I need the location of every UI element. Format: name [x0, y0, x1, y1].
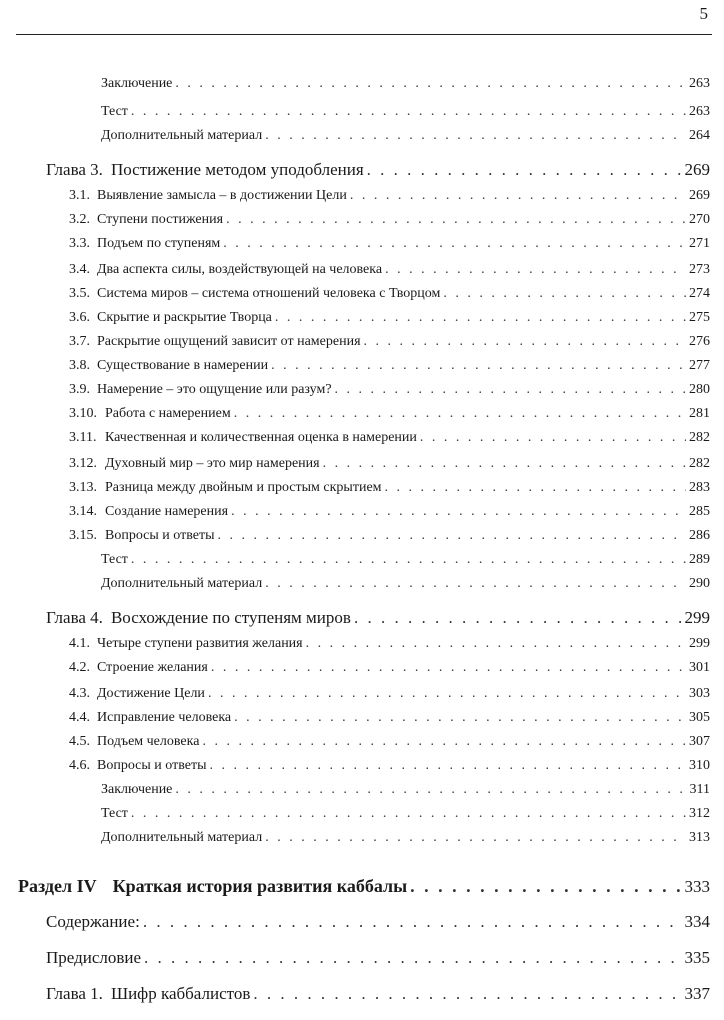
section-page: 276	[689, 334, 710, 349]
section-page: 271	[689, 236, 710, 251]
section-title: Вопросы и ответы	[97, 758, 207, 773]
dot-leader	[385, 262, 686, 278]
dot-leader	[443, 286, 686, 302]
dot-leader	[275, 310, 686, 326]
dot-leader	[306, 636, 686, 652]
dot-leader	[253, 984, 681, 1004]
toc-entry[interactable]	[101, 552, 710, 568]
dot-leader	[131, 806, 686, 822]
section-page: 305	[689, 710, 710, 725]
section-title: Ступени постижения	[97, 212, 224, 227]
toc-section[interactable]	[69, 528, 710, 544]
toc-section[interactable]	[69, 310, 710, 326]
toc-entry-title: Дополнительный материал	[101, 128, 263, 143]
toc-section[interactable]	[69, 504, 710, 520]
section-title: Создание намерения	[105, 504, 229, 519]
section-number: 3.9.	[69, 382, 90, 397]
dot-leader	[234, 710, 686, 726]
toc-entry-title: Дополнительный материал	[101, 830, 263, 845]
toc-entry-title: Тест	[101, 552, 128, 567]
section-title: Выявление замысла – в достижении Цели	[97, 188, 347, 203]
toc-chapter-4[interactable]	[46, 608, 710, 628]
section-page: 285	[689, 504, 710, 519]
chapter-title: Постижение методом уподобления	[110, 160, 364, 179]
dot-leader	[175, 76, 686, 92]
toc-section[interactable]	[69, 382, 710, 398]
section-title: Два аспекта силы, воздействующей на человека	[97, 262, 383, 277]
section-page: 299	[689, 636, 710, 651]
section-number: 3.8.	[69, 358, 90, 373]
contents-page: 334	[684, 912, 710, 931]
section-title: Четыре ступени развития желания	[97, 636, 303, 651]
section-number: 4.1.	[69, 636, 90, 651]
toc-section[interactable]	[69, 456, 710, 472]
section-number: 4.3.	[69, 686, 90, 701]
section-title: Существование в намерении	[97, 358, 269, 373]
section-title: Раскрытие ощущений зависит от намерения	[97, 334, 361, 349]
chapter-label: Глава 1.	[46, 984, 103, 1003]
section-number: 3.10.	[69, 406, 97, 421]
toc-part4-chapter-1[interactable]	[46, 984, 710, 1004]
section-title: Подъем человека	[97, 734, 200, 749]
part-page: 333	[684, 877, 710, 896]
dot-leader	[265, 128, 686, 144]
section-number: 3.12.	[69, 456, 97, 471]
dot-leader	[218, 528, 687, 544]
section-title: Исправление человека	[97, 710, 232, 725]
section-page: 307	[689, 734, 710, 749]
preface-page: 335	[684, 948, 710, 967]
dot-leader	[208, 686, 686, 702]
section-page: 280	[689, 382, 710, 397]
dot-leader	[271, 358, 686, 374]
toc-section[interactable]	[69, 686, 710, 702]
section-number: 3.13.	[69, 480, 97, 495]
section-title: Скрытие и раскрытие Творца	[97, 310, 272, 325]
page-number: 5	[699, 4, 708, 23]
section-title: Разница между двойным и простым скрытием	[105, 480, 382, 495]
toc-contents[interactable]	[46, 912, 710, 932]
section-title: Подъем по ступеням	[97, 236, 221, 251]
section-page: 274	[689, 286, 710, 301]
section-page: 269	[689, 188, 710, 203]
toc-section[interactable]	[69, 406, 710, 422]
toc-section[interactable]	[69, 188, 710, 204]
toc-section[interactable]	[69, 430, 710, 446]
section-number: 3.1.	[69, 188, 90, 203]
section-number: 4.6.	[69, 758, 90, 773]
toc-entry[interactable]	[101, 576, 710, 592]
dot-leader	[364, 334, 686, 350]
chapter-page: 269	[684, 160, 710, 179]
section-number: 4.2.	[69, 660, 90, 675]
toc-entry-title: Дополнительный материал	[101, 576, 263, 591]
part-label: Раздел IV	[18, 876, 97, 896]
dot-leader	[354, 608, 682, 628]
dot-leader	[335, 382, 686, 398]
section-page: 286	[689, 528, 710, 543]
dot-leader	[231, 504, 686, 520]
toc-entry[interactable]	[101, 830, 710, 846]
section-page: 303	[689, 686, 710, 701]
toc-section[interactable]	[69, 710, 710, 726]
section-title: Качественная и количественная оценка в намерении	[105, 430, 417, 445]
dot-leader	[234, 406, 686, 422]
toc-entry-page: 264	[689, 128, 710, 143]
toc-entry-title: Тест	[101, 104, 128, 119]
toc-section[interactable]	[69, 262, 710, 278]
toc-section[interactable]	[69, 286, 710, 302]
section-title: Система миров – система отношений человека с Творцом	[97, 286, 441, 301]
toc-entry-page: 313	[689, 830, 710, 845]
preface-title: Предисловие	[46, 948, 142, 967]
toc-entry[interactable]	[101, 128, 710, 144]
toc-entry-title: Заключение	[101, 76, 173, 91]
section-number: 3.2.	[69, 212, 90, 227]
dot-leader	[420, 430, 686, 446]
toc-section[interactable]	[69, 636, 710, 652]
dot-leader	[323, 456, 686, 472]
section-number: 3.7.	[69, 334, 90, 349]
section-page: 281	[689, 406, 710, 421]
chapter-label: Глава 3.	[46, 160, 103, 179]
dot-leader	[175, 782, 686, 798]
chapter-title: Шифр каббалистов	[110, 984, 251, 1003]
dot-leader	[265, 576, 686, 592]
contents-title: Содержание:	[46, 912, 140, 931]
section-page: 301	[689, 660, 710, 675]
section-number: 3.14.	[69, 504, 97, 519]
section-number: 3.5.	[69, 286, 90, 301]
toc-entry-page: 311	[689, 782, 710, 797]
toc-section[interactable]	[69, 334, 710, 350]
dot-leader	[350, 188, 686, 204]
toc-entry[interactable]	[101, 806, 710, 822]
toc-section[interactable]	[69, 358, 710, 374]
toc-entry[interactable]	[101, 76, 710, 92]
toc-preface[interactable]	[46, 948, 710, 968]
toc-entry[interactable]	[101, 104, 710, 120]
section-page: 277	[689, 358, 710, 373]
dot-leader	[202, 734, 686, 750]
toc-entry-title: Тест	[101, 806, 128, 821]
section-title: Строение желания	[97, 660, 208, 675]
section-page: 270	[689, 212, 710, 227]
dot-leader	[211, 660, 686, 676]
section-number: 4.5.	[69, 734, 90, 749]
dot-leader	[210, 758, 687, 774]
toc-section[interactable]	[69, 660, 710, 676]
dot-leader	[131, 104, 686, 120]
toc-entry-page: 290	[689, 576, 710, 591]
chapter-page: 299	[684, 608, 710, 627]
section-page: 282	[689, 430, 710, 445]
toc-entry-page: 263	[689, 76, 710, 91]
toc-entry-page: 289	[689, 552, 710, 567]
dot-leader	[385, 480, 686, 496]
chapter-label: Глава 4.	[46, 608, 103, 627]
dot-leader	[410, 876, 681, 897]
toc-section[interactable]	[69, 480, 710, 496]
dot-leader	[265, 830, 686, 846]
part-title: Краткая история развития каббалы	[112, 876, 408, 896]
header-rule	[16, 34, 712, 35]
section-number: 3.6.	[69, 310, 90, 325]
dot-leader	[367, 160, 682, 180]
dot-leader	[226, 212, 686, 228]
chapter-title: Восхождение по ступеням миров	[110, 608, 351, 627]
section-title: Достижение Цели	[97, 686, 205, 701]
section-title: Работа с намерением	[105, 406, 231, 421]
dot-leader	[223, 236, 686, 252]
toc-section[interactable]	[69, 734, 710, 750]
section-number: 3.11.	[69, 430, 97, 445]
toc-section[interactable]	[69, 758, 710, 774]
chapter-page: 337	[684, 984, 710, 1003]
section-title: Вопросы и ответы	[105, 528, 215, 543]
section-title: Духовный мир – это мир намерения	[105, 456, 320, 471]
toc-entry[interactable]	[101, 782, 710, 798]
section-title: Намерение – это ощущение или разум?	[97, 382, 332, 397]
toc-entry-page: 263	[689, 104, 710, 119]
section-page: 283	[689, 480, 710, 495]
section-page: 310	[689, 758, 710, 773]
toc-part-4[interactable]	[18, 876, 710, 897]
dot-leader	[131, 552, 686, 568]
dot-leader	[143, 912, 682, 932]
dot-leader	[144, 948, 681, 968]
section-number: 3.3.	[69, 236, 90, 251]
toc-section[interactable]	[69, 236, 710, 252]
toc-section[interactable]	[69, 212, 710, 228]
section-number: 3.4.	[69, 262, 90, 277]
section-page: 282	[689, 456, 710, 471]
toc-entry-page: 312	[689, 806, 710, 821]
toc-chapter-3[interactable]	[46, 160, 710, 180]
section-number: 4.4.	[69, 710, 90, 725]
section-number: 3.15.	[69, 528, 97, 543]
toc-entry-title: Заключение	[101, 782, 173, 797]
section-page: 273	[689, 262, 710, 277]
section-page: 275	[689, 310, 710, 325]
